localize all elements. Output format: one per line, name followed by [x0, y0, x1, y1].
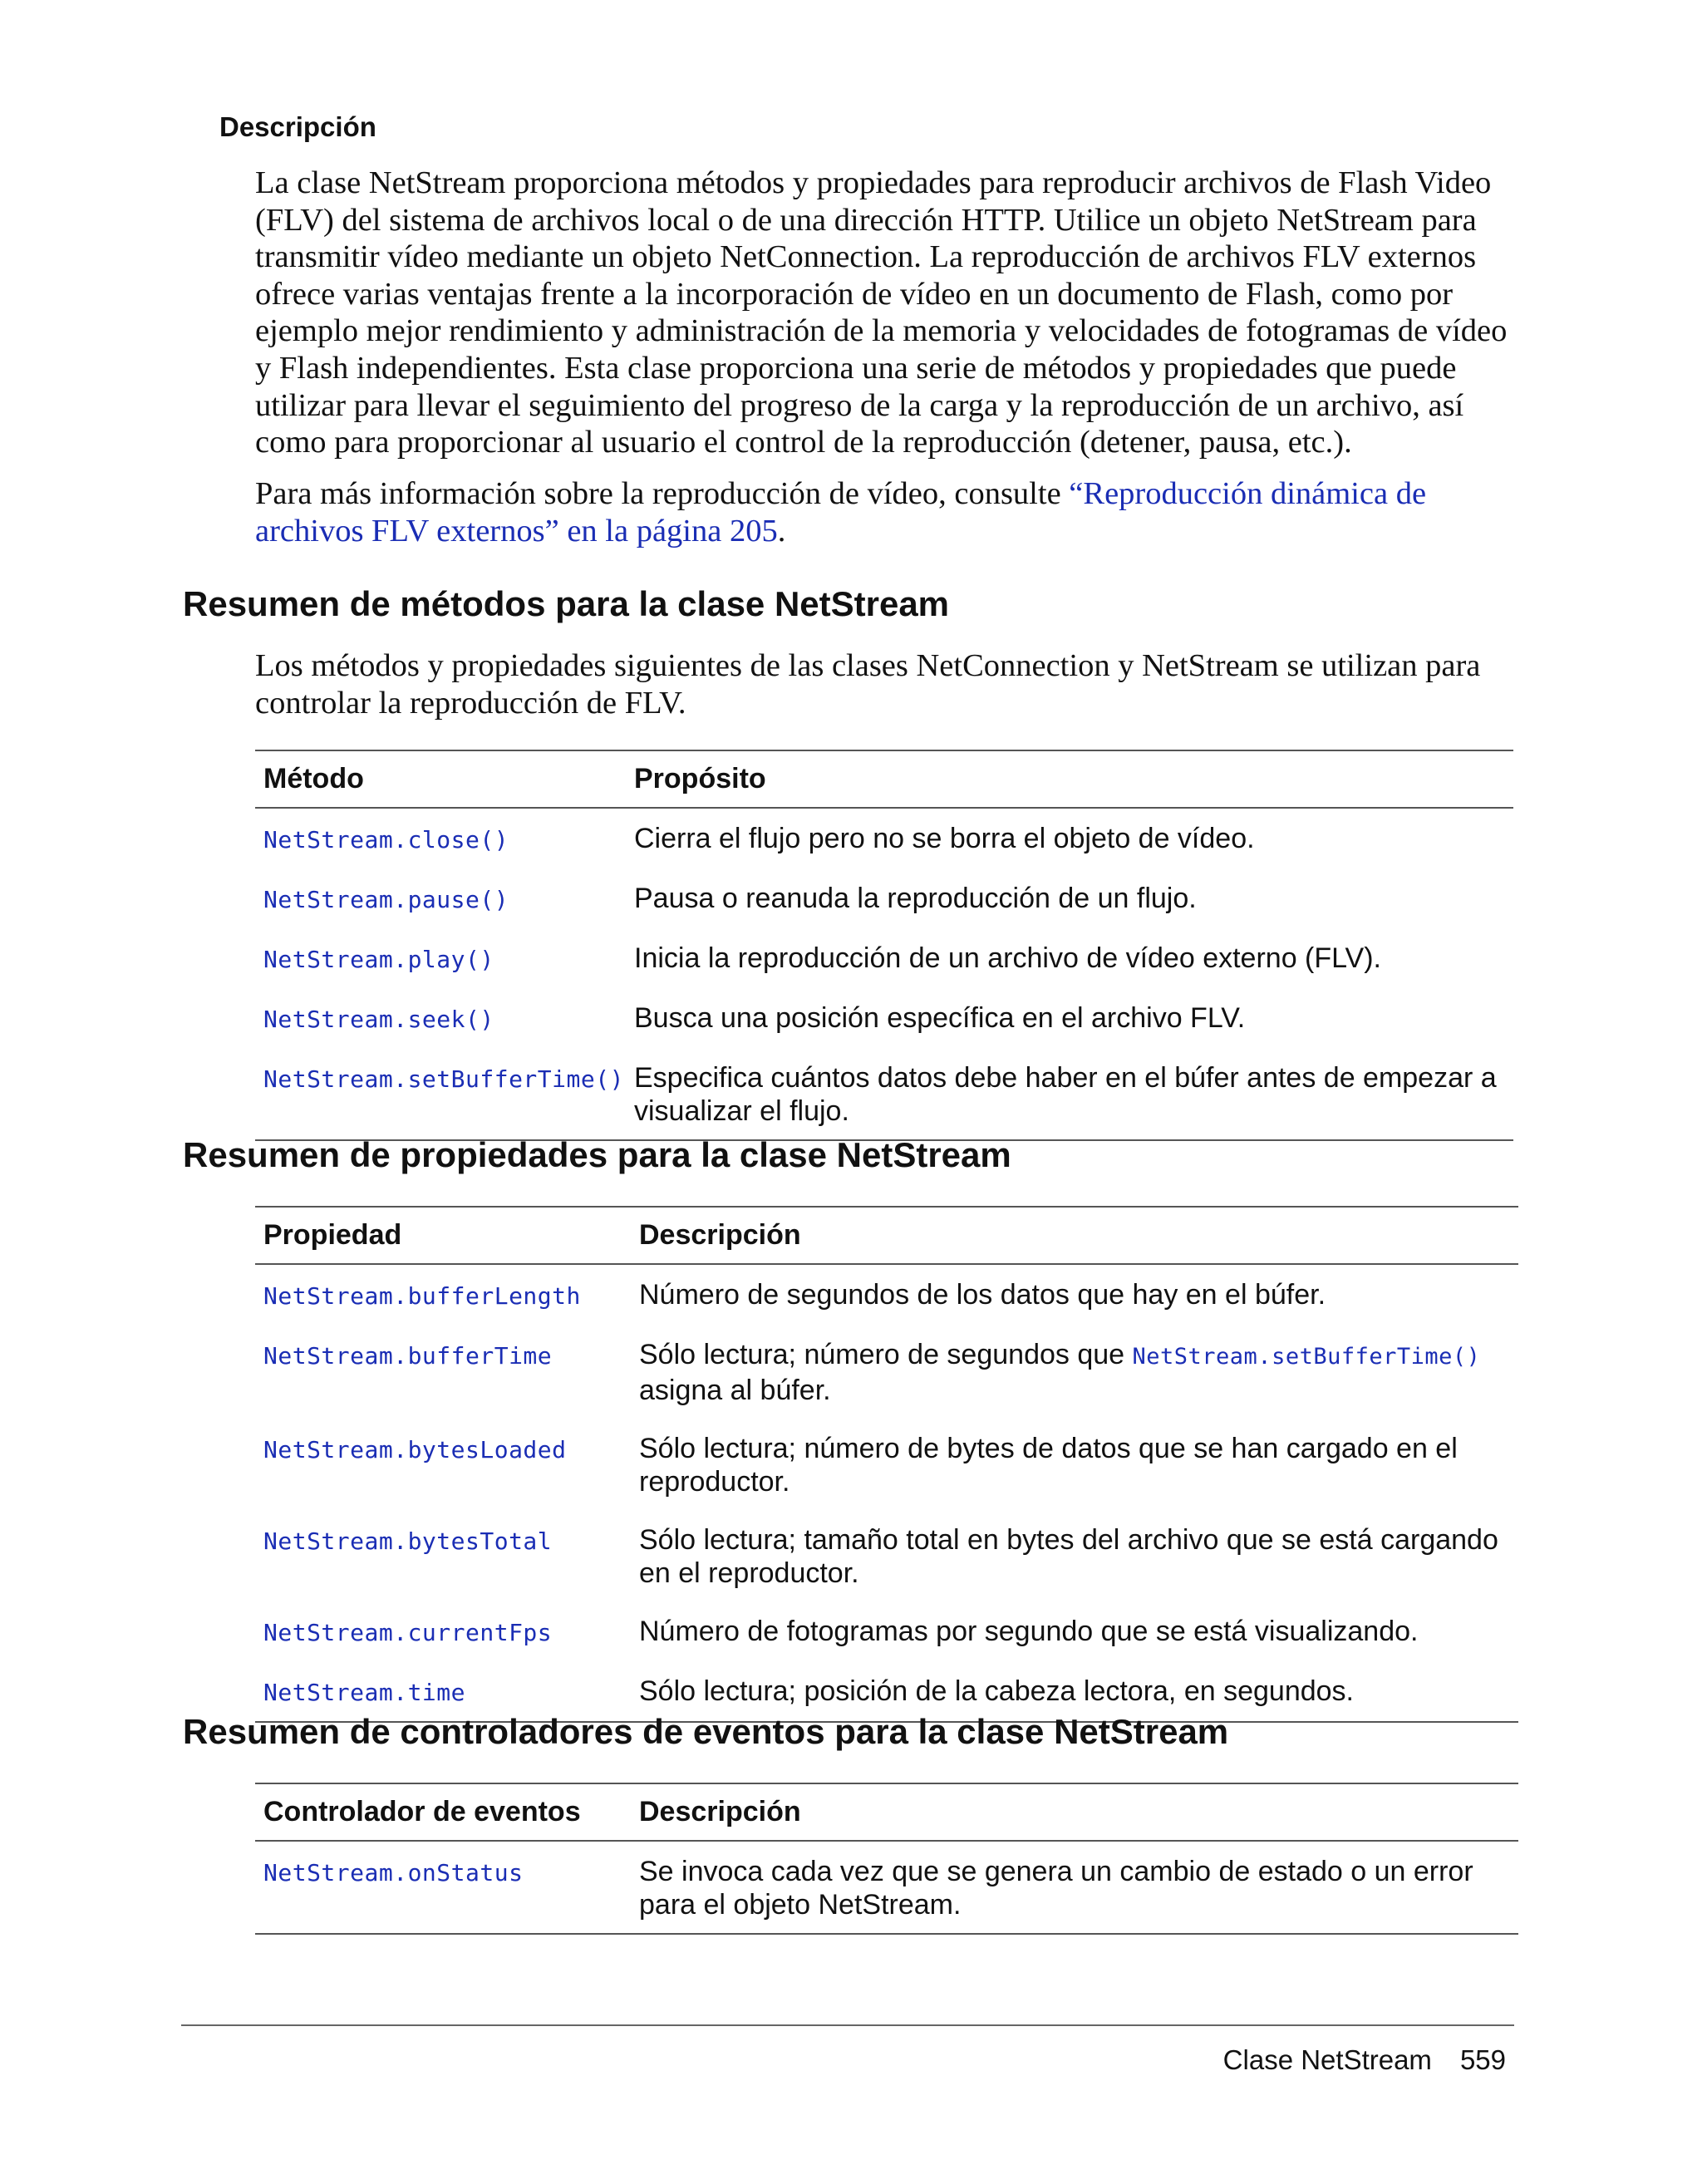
method-description: Busca una posición específica en el archivo FLV. — [634, 1002, 1246, 1034]
column-header-description: Descripción — [631, 1207, 1518, 1264]
column-header-description: Descripción — [631, 1783, 1518, 1841]
table-row — [255, 1601, 1518, 1661]
property-link-time[interactable]: NetStream.time — [263, 1679, 466, 1706]
property-description: Sólo lectura; tamaño total en bytes del archivo que se está cargando en el reproductor. — [639, 1524, 1498, 1589]
method-link-pause[interactable]: NetStream.pause() — [263, 886, 509, 913]
table-row — [255, 1419, 1518, 1510]
method-link-setbuffertime[interactable]: NetStream.setBufferTime() — [263, 1065, 624, 1093]
more-info-paragraph — [255, 475, 1510, 549]
property-description: Número de segundos de los datos que hay en el búfer. — [639, 1279, 1326, 1311]
column-header-method: Método — [255, 750, 626, 808]
table-row — [255, 1510, 1518, 1601]
table-row — [255, 1841, 1518, 1934]
method-link-seek[interactable]: NetStream.seek() — [263, 1006, 494, 1033]
table-row — [255, 928, 1513, 988]
table-header-row — [255, 1783, 1518, 1841]
property-description: Sólo lectura; posición de la cabeza lectora, en segundos. — [631, 1661, 1518, 1722]
events-table — [255, 1783, 1518, 1935]
property-link-buffertime[interactable]: NetStream.bufferTime — [263, 1342, 553, 1370]
methods-table — [255, 750, 1513, 1141]
handler-description: Se invoca cada vez que se genera un cambio de estado o un error para el objeto NetStream. — [631, 1841, 1518, 1934]
property-link-currentfps[interactable]: NetStream.currentFps — [263, 1619, 553, 1646]
property-description — [631, 1325, 1518, 1419]
column-header-property: Propiedad — [255, 1207, 631, 1264]
table-row — [255, 808, 1513, 868]
property-link-bufferlength[interactable]: NetStream.bufferLength — [263, 1282, 581, 1310]
methods-heading: Resumen de métodos para la clase NetStream — [183, 584, 950, 623]
method-description: Inicia la reproducción de un archivo de vídeo externo (FLV). — [634, 942, 1381, 974]
table-header-row — [255, 750, 1513, 808]
property-link-bytestotal[interactable]: NetStream.bytesTotal — [263, 1527, 553, 1555]
property-description: Número de fotogramas por segundo que se está visualizando. — [639, 1616, 1419, 1647]
methods-intro: Los métodos y propiedades siguientes de las clases NetConnection y NetStream se utilizan para controlar la reproducción de FLV. — [255, 648, 1481, 721]
table-header-row — [255, 1207, 1518, 1264]
description-paragraph: La clase NetStream proporciona métodos y propiedades para reproducir archivos de Flash Video (FLV) del sistema de archivos local o de una dirección HTTP. Utilice un objeto NetStream para transmitir vídeo mediante un objeto NetConnection. La reproducción de archivos FLV externos ofrece varias ventajas frente a la incorporación de vídeo en un documento de Flash, como por ejemplo mejor rendimiento y administración de la memoria y velocidades de fotogramas de vídeo y Flash independientes. Esta clase proporciona una serie de métodos y propiedades que puede utilizar para llevar el seguimiento del progreso de la carga y la reproducción de un archivo, así como para proporcionar al usuario el control de la reproducción (detener, pausa, etc.). — [255, 165, 1508, 460]
method-link-close[interactable]: NetStream.close() — [263, 826, 509, 853]
flv-playback-link[interactable]: “Reproducción dinámica de archivos FLV externos” en la página 205 — [255, 476, 1427, 548]
table-row — [255, 988, 1513, 1048]
method-link-play[interactable]: NetStream.play() — [263, 946, 494, 973]
property-link-bytesloaded[interactable]: NetStream.bytesLoaded — [263, 1436, 567, 1463]
description-text: Sólo lectura; número de segundos que — [639, 1339, 1133, 1370]
more-info-suffix: . — [777, 513, 786, 548]
column-header-handler: Controlador de eventos — [255, 1783, 631, 1841]
events-heading: Resumen de controladores de eventos para la clase NetStream — [183, 1712, 1229, 1751]
method-description: Especifica cuántos datos debe haber en el búfer antes de empezar a visualizar el flujo. — [626, 1048, 1513, 1140]
description-label: Descripción — [219, 111, 376, 142]
handler-link-onstatus[interactable]: NetStream.onStatus — [263, 1859, 524, 1886]
table-row — [255, 1325, 1518, 1419]
property-description: Sólo lectura; número de bytes de datos que se han cargado en el reproductor. — [639, 1433, 1458, 1498]
page-footer — [1223, 2044, 1506, 2076]
footer-divider — [181, 2024, 1514, 2026]
properties-table — [255, 1206, 1518, 1723]
description-text: asigna al búfer. — [639, 1375, 831, 1406]
more-info-prefix: Para más información sobre la reproducción de vídeo, consulte — [255, 476, 1070, 511]
footer-section-title: Clase NetStream — [1222, 2044, 1432, 2075]
setbuffertime-inline-link[interactable]: NetStream.setBufferTime() — [1132, 1344, 1481, 1370]
column-header-purpose: Propósito — [626, 750, 1513, 808]
table-row — [255, 1264, 1518, 1325]
table-row — [255, 1048, 1513, 1140]
properties-heading: Resumen de propiedades para la clase NetStream — [183, 1135, 1011, 1174]
method-description: Pausa o reanuda la reproducción de un flujo. — [634, 883, 1197, 914]
table-row — [255, 868, 1513, 928]
page-number: 559 — [1459, 2044, 1506, 2075]
method-description: Cierra el flujo pero no se borra el objeto de vídeo. — [634, 823, 1255, 854]
